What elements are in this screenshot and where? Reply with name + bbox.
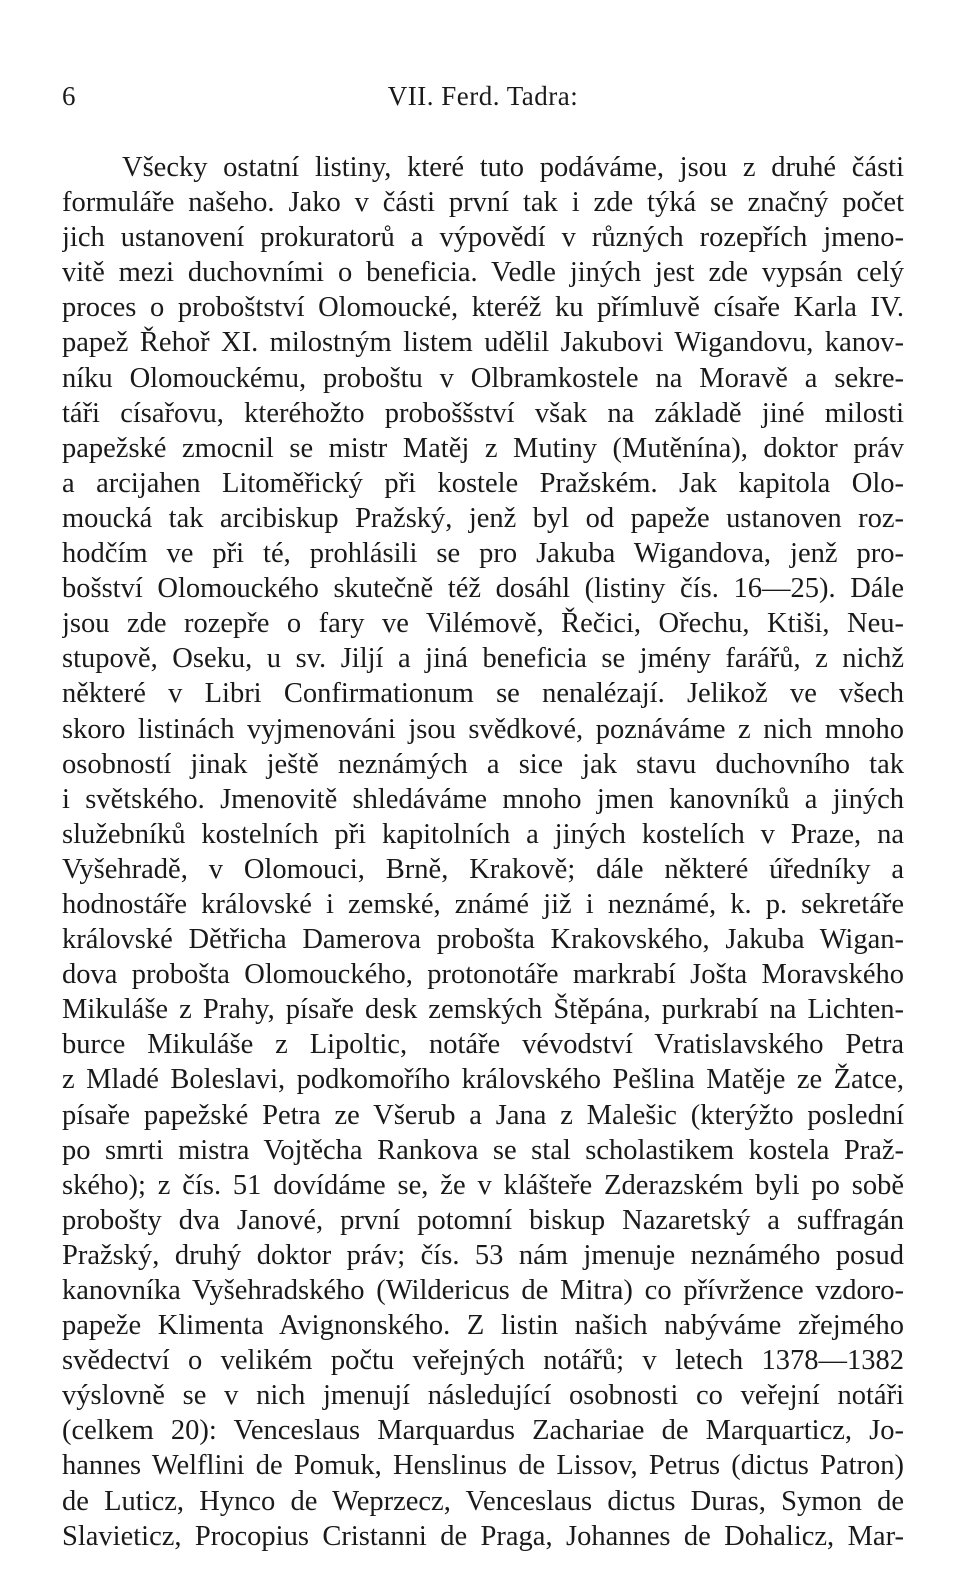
text-line: vitě mezi duchovními o beneficia. Vedle jiných jest zde vypsán celý	[62, 257, 904, 289]
text-line: jich ustanovení prokuratorů a výpovědí v různých rozepřích jmeno-	[62, 222, 904, 254]
page-number: 6	[62, 81, 76, 111]
running-title: VII. Ferd. Tadra:	[387, 81, 579, 111]
text-line: skoro listinách vyjmenováni jsou svědkové, poznáváme z nich mnoho	[62, 713, 904, 745]
text-line: papežské zmocnil se mistr Matěj z Mutiny (Mutěnína), doktor práv	[62, 432, 904, 464]
text-line: písaře papežské Petra ze Všerub a Jana z Malešic (kterýžto poslední	[62, 1099, 904, 1131]
text-line: probošty dva Janové, první potomní biskup Nazaretský a suffragán	[62, 1204, 904, 1236]
text-line: Vyšehradě, v Olomouci, Brně, Krakově; dále některé úředníky a	[62, 853, 904, 885]
text-line: Slavieticz, Procopius Cristanni de Praga, Johannes de Dohalicz, Mar-	[62, 1520, 904, 1552]
text-line: táři císařovu, kteréhožto proboššství však na základě jiné milosti	[62, 397, 904, 429]
text-line: svědectví o velikém počtu veřejných notářů; v letech 1378—1382	[62, 1345, 904, 1377]
text-line: Pražský, druhý doktor práv; čís. 53 nám jmenuje neznámého posud	[62, 1239, 904, 1271]
text-line: dova probošta Olomouckého, protonotáře markrabí Jošta Moravského	[62, 959, 904, 991]
text-line: Všecky ostatní listiny, které tuto podáváme, jsou z druhé části	[122, 152, 904, 183]
text-line: formuláře našeho. Jako v části první tak i zde týká se značný počet	[62, 187, 904, 219]
text-line: služebníků kostelních při kapitolních a jiných kostelích v Praze, na	[62, 818, 904, 850]
text-line: moucká tak arcibiskup Pražský, jenž byl od papeže ustanoven roz-	[62, 502, 904, 534]
text-line: Mikuláše z Prahy, písaře desk zemských Štěpána, purkrabí na Lichten-	[62, 994, 904, 1026]
text-line: hodnostáře královské i zemské, známé již i neznámé, k. p. sekretáře	[62, 888, 904, 920]
text-line: stupově, Oseku, u sv. Jiljí a jiná beneficia se jmény farářů, z nichž	[62, 643, 904, 675]
text-line: z Mladé Boleslavi, podkomořího královského Pešlina Matěje ze Žatce,	[62, 1064, 904, 1096]
text-line: ského); z čís. 51 dovídáme se, že v klášteře Zderazském byli po sobě	[62, 1169, 904, 1201]
text-line: královské Dětřicha Damerova probošta Krakovského, Jakuba Wigan-	[62, 924, 904, 956]
text-line: hodčím ve při té, prohlásili se pro Jakuba Wigandova, jenž pro-	[62, 538, 904, 570]
text-line: některé v Libri Confirmationum se nenalézají. Jelikož ve všech	[62, 678, 904, 710]
text-line: jsou zde rozepře o fary ve Vilémově, Řečici, Ořechu, Ktiši, Neu-	[62, 608, 904, 640]
text-line: kanovníka Vyšehradského (Wildericus de Mitra) co přívržence vzdoro-	[62, 1275, 904, 1306]
text-line: burce Mikuláše z Lipoltic, notáře vévodství Vratislavského Petra	[62, 1029, 904, 1061]
text-line: níku Olomouckému, proboštu v Olbramkostele na Moravě a sekre-	[62, 362, 904, 394]
text-line: i světského. Jmenovitě shledáváme mnoho jmen kanovníků a jiných	[62, 783, 904, 815]
text-line: hannes Welflini de Pomuk, Henslinus de Lissov, Petrus (dictus Patron)	[62, 1450, 904, 1482]
text-line: a arcijahen Litoměřický při kostele Pražském. Jak kapitola Olo-	[62, 467, 904, 499]
text-line: osobností jinak ještě neznámých a sice jak stavu duchovního tak	[62, 748, 904, 780]
running-header	[62, 76, 904, 116]
text-line: bošství Olomouckého skutečně též dosáhl (listiny čís. 16—25). Dále	[62, 573, 904, 605]
text-line: (celkem 20): Venceslaus Marquardus Zachariae de Marquarticz, Jo-	[62, 1415, 904, 1447]
text-line: po smrti mistra Vojtěcha Rankova se stal scholastikem kostela Praž-	[62, 1134, 904, 1166]
text-line: de Luticz, Hynco de Weprzecz, Venceslaus dictus Duras, Symon de	[62, 1485, 904, 1517]
body-paragraph	[62, 150, 904, 1554]
text-line: papež Řehoř XI. milostným listem udělil Jakubovi Wigandovu, kanov-	[62, 327, 904, 359]
text-line: proces o proboštství Olomoucké, kteréž ku přímluvě císaře Karla IV.	[62, 292, 904, 324]
text-line: výslovně se v nich jmenují následující osobnosti co veřejní notáři	[62, 1380, 904, 1412]
text-line: papeže Klimenta Avignonského. Z listin našich nabýváme zřejmého	[62, 1310, 904, 1342]
